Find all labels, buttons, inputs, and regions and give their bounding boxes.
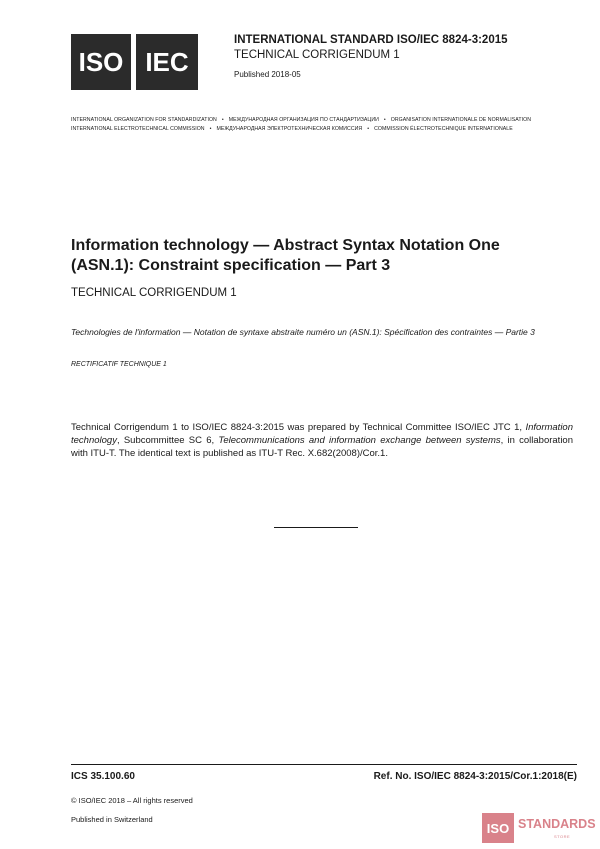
stamp-store: STORE — [554, 834, 571, 839]
iec-logo — [136, 34, 198, 90]
corrigendum-label: TECHNICAL CORRIGENDUM 1 — [71, 287, 237, 299]
iso-standards-store-stamp — [482, 813, 594, 843]
body-text-1: Technical Corrigendum 1 to ISO/IEC 8824-3:2015 was prepared by Technical Committee ISO/IEC JTC 1, — [71, 422, 526, 433]
org-iso-ru: МЕЖДУНАРОДНАЯ ОРГАНИЗАЦИЯ ПО СТАНДАРТИЗАЦИИ — [228, 117, 379, 123]
copyright: © ISO/IEC 2018 – All rights reserved — [71, 796, 193, 805]
stamp-word: STANDARDS — [518, 817, 596, 831]
organizations-line-2 — [71, 126, 513, 132]
corrigendum-subtitle: TECHNICAL CORRIGENDUM 1 — [234, 49, 400, 61]
bullet: • — [221, 117, 224, 123]
body-italic-2: Telecommunications and information exchange between systems — [218, 435, 501, 446]
bullet: • — [383, 117, 386, 123]
footer-rule — [71, 764, 577, 765]
org-iec-en: INTERNATIONAL ELECTROTECHNICAL COMMISSION — [71, 126, 205, 132]
foreword-paragraph — [71, 421, 573, 460]
published-date: Published 2018-05 — [234, 70, 301, 79]
document-title: Information technology — Abstract Syntax Notation One (ASN.1): Constraint specification — Part 3 — [71, 237, 500, 274]
standard-title: INTERNATIONAL STANDARD ISO/IEC 8824-3:2015 — [234, 34, 508, 46]
body-text-2: , Subcommittee SC 6, — [116, 435, 219, 446]
org-iec-ru: МЕЖДУНАРОДНАЯ ЭЛЕКТРОТЕХНИЧЕСКАЯ КОМИССИЯ — [216, 126, 363, 132]
org-iso-en: INTERNATIONAL ORGANIZATION FOR STANDARDIZATION — [71, 117, 217, 123]
stamp-iso-badge: ISO — [482, 813, 514, 843]
iso-logo-text: ISO — [78, 46, 124, 77]
org-iso-fr: ORGANISATION INTERNATIONALE DE NORMALISATION — [390, 117, 532, 123]
ics-code: ICS 35.100.60 — [71, 771, 135, 782]
body-text-3: , in collaboration with ITU-T. The identical text is published as ITU-T Rec. X.682(2008)/Cor.1. — [71, 435, 573, 459]
bullet: • — [209, 126, 212, 132]
reference-number: Ref. No. ISO/IEC 8824-3:2015/Cor.1:2018(E) — [373, 771, 577, 782]
bullet: • — [367, 126, 370, 132]
body-italic-1: Information technology — [71, 422, 573, 446]
iso-logo — [71, 34, 131, 90]
french-corrigendum-label: RECTIFICATIF TECHNIQUE 1 — [71, 361, 167, 368]
org-iec-fr: COMMISSION ÉLECTROTECHNIQUE INTERNATIONALE — [374, 126, 513, 132]
organizations-line-1 — [71, 117, 531, 123]
french-title: Technologies de l'information — Notation de syntaxe abstraite numéro un (ASN.1): Spécification des contraintes — Partie 3 — [71, 327, 535, 337]
separator-short — [274, 527, 358, 528]
published-location: Published in Switzerland — [71, 815, 153, 824]
iec-logo-text: IEC — [145, 46, 189, 77]
